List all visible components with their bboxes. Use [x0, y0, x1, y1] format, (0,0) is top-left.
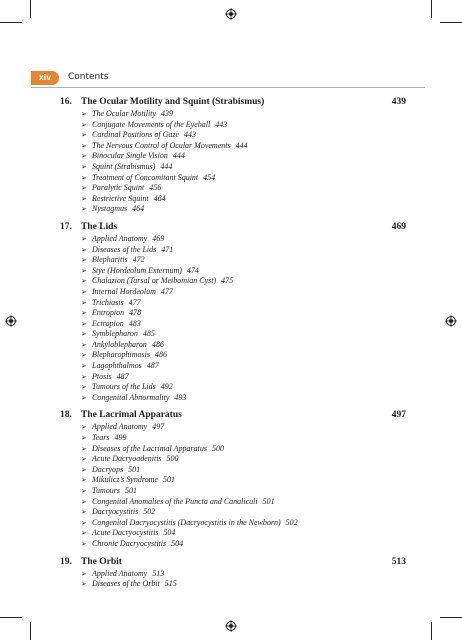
- registration-mark-icon: [445, 315, 457, 327]
- topic-page-number: 471: [161, 244, 174, 254]
- topic-title: Ptosis: [92, 371, 112, 381]
- chapter-number: 16.: [60, 97, 72, 107]
- topic-title: Lagophthalmos: [92, 361, 142, 371]
- topic-page-number: 464: [153, 193, 166, 203]
- topic-page-number: 456: [149, 183, 162, 193]
- chapter-page-number: 497: [391, 410, 406, 421]
- arrow-bullet-icon: ➢: [81, 434, 87, 443]
- topic-page-number: 501: [262, 496, 275, 506]
- topic-title: Applied Anatomy: [92, 568, 148, 578]
- topic-page-number: 485: [142, 329, 155, 339]
- arrow-bullet-icon: ➢: [81, 529, 87, 538]
- page-number-tab: xiv: [31, 71, 59, 85]
- arrow-bullet-icon: ➢: [81, 234, 87, 243]
- topic-item[interactable]: [60, 422, 406, 433]
- topic-item[interactable]: [60, 497, 406, 508]
- arrow-bullet-icon: ➢: [81, 298, 87, 307]
- chapter-heading[interactable]: [60, 95, 406, 109]
- chapter-entry: [60, 95, 406, 215]
- topic-list: [60, 109, 406, 215]
- crop-mark: [440, 617, 462, 618]
- topic-title: Congenital Anomalies of the Puncta and Canaliculi: [92, 496, 258, 506]
- topic-page-number: 513: [152, 568, 165, 578]
- arrow-bullet-icon: ➢: [81, 110, 87, 118]
- arrow-bullet-icon: ➢: [81, 372, 87, 381]
- topic-page-number: 443: [184, 130, 197, 140]
- header-rule: [31, 87, 425, 88]
- arrow-bullet-icon: ➢: [81, 173, 87, 182]
- chapter-title: The Lids: [81, 221, 118, 232]
- topic-page-number: 483: [128, 318, 141, 328]
- topic-item[interactable]: [60, 109, 406, 120]
- topic-page-number: 478: [129, 308, 142, 318]
- topic-title: Applied Anatomy: [92, 422, 148, 432]
- topic-item[interactable]: [60, 486, 406, 497]
- chapter-heading[interactable]: [60, 555, 406, 569]
- topic-title: Entropion: [92, 308, 125, 318]
- topic-item[interactable]: [60, 183, 406, 194]
- topic-title: Conjugate Movements of the Eyeball: [92, 119, 211, 129]
- topic-title: Congenital Dacryocystitis (Dacryocystitis in the Newborn): [92, 517, 281, 527]
- topic-title: Mikulicz’s Syndrome: [92, 475, 158, 485]
- crop-mark: [440, 22, 462, 23]
- arrow-bullet-icon: ➢: [81, 497, 87, 506]
- topic-page-number: 487: [146, 361, 159, 371]
- arrow-bullet-icon: ➢: [81, 287, 87, 296]
- crop-mark: [30, 622, 31, 640]
- topic-page-number: 500: [166, 454, 179, 464]
- topic-page-number: 486: [154, 350, 167, 360]
- arrow-bullet-icon: ➢: [81, 245, 87, 254]
- topic-page-number: 492: [160, 382, 173, 392]
- topic-page-number: 469: [152, 233, 165, 243]
- topic-item[interactable]: [60, 579, 406, 590]
- arrow-bullet-icon: ➢: [81, 351, 87, 360]
- chapter-entry: [60, 220, 406, 404]
- topic-item[interactable]: [60, 234, 406, 245]
- registration-mark-icon: [225, 620, 237, 632]
- arrow-bullet-icon: ➢: [81, 152, 87, 161]
- topic-title: Dacryocystitis: [92, 507, 139, 517]
- chapter-number: 17.: [60, 221, 72, 232]
- chapter-page-number: 469: [391, 221, 406, 232]
- topic-title: Treatment of Concomitant Squint: [92, 172, 199, 182]
- topic-item[interactable]: [60, 120, 406, 131]
- chapter-number: 18.: [60, 410, 72, 421]
- crop-mark: [30, 0, 31, 18]
- topic-title: Blepharitis: [92, 255, 128, 265]
- arrow-bullet-icon: ➢: [81, 455, 87, 464]
- arrow-bullet-icon: ➢: [81, 266, 87, 275]
- topic-item[interactable]: [60, 518, 406, 529]
- topic-item[interactable]: [60, 194, 406, 205]
- arrow-bullet-icon: ➢: [81, 518, 87, 527]
- chapter-entry: [60, 408, 406, 549]
- topic-title: Blepharophimosis: [92, 350, 150, 360]
- arrow-bullet-icon: ➢: [81, 205, 87, 214]
- arrow-bullet-icon: ➢: [81, 362, 87, 371]
- topic-title: Tumours: [92, 486, 121, 495]
- topic-item[interactable]: [60, 539, 406, 550]
- topic-title: The Nervous Control of Ocular Movements: [92, 140, 231, 150]
- topic-page-number: 502: [143, 507, 156, 517]
- topic-title: Stye (Hordeolum Externum): [92, 265, 182, 275]
- topic-page-number: 515: [164, 579, 177, 589]
- topic-page-number: 475: [221, 276, 234, 286]
- topic-item[interactable]: [60, 287, 406, 298]
- topic-title: Dacryops: [92, 464, 124, 474]
- topic-item[interactable]: [60, 151, 406, 162]
- topic-item[interactable]: [60, 298, 406, 309]
- topic-item[interactable]: [60, 204, 406, 215]
- topic-item[interactable]: [60, 266, 406, 277]
- arrow-bullet-icon: ➢: [81, 393, 87, 402]
- topic-item[interactable]: [60, 372, 406, 383]
- chapter-title: The Lacrimal Apparatus: [81, 410, 182, 421]
- arrow-bullet-icon: ➢: [81, 256, 87, 265]
- crop-mark: [431, 622, 432, 640]
- topic-title: Tears: [92, 433, 110, 443]
- crop-mark: [0, 22, 22, 23]
- topic-page-number: 501: [163, 475, 175, 485]
- topic-page-number: 486: [151, 339, 164, 349]
- topic-title: Ankyloblepharon: [92, 339, 147, 349]
- topic-item[interactable]: [60, 340, 406, 351]
- topic-title: Cardinal Positions of Gaze: [92, 130, 180, 140]
- arrow-bullet-icon: ➢: [81, 423, 87, 432]
- topic-item[interactable]: [60, 507, 406, 518]
- arrow-bullet-icon: ➢: [81, 487, 87, 495]
- topic-title: Congenital Abnormality: [92, 392, 170, 402]
- arrow-bullet-icon: ➢: [81, 569, 87, 578]
- topic-title: Diseases of the Orbit: [92, 579, 160, 589]
- arrow-bullet-icon: ➢: [81, 319, 87, 328]
- topic-item[interactable]: [60, 162, 406, 173]
- topic-page-number: 504: [163, 528, 176, 538]
- crop-mark: [431, 0, 432, 18]
- topic-page-number: 477: [160, 286, 173, 296]
- topic-page-number: 501: [125, 486, 138, 495]
- topic-page-number: 501: [128, 464, 141, 474]
- topic-title: Chronic Dacryocystitis: [92, 538, 167, 548]
- arrow-bullet-icon: ➢: [81, 340, 87, 349]
- registration-mark-icon: [5, 315, 17, 327]
- topic-item[interactable]: [60, 276, 406, 287]
- topic-title: Diseases of the Lacrimal Apparatus: [92, 443, 207, 453]
- registration-mark-icon: [225, 8, 237, 20]
- topic-page-number: 472: [132, 255, 145, 265]
- topic-item[interactable]: [60, 382, 406, 393]
- topic-title: Restrictive Squint: [92, 193, 149, 203]
- arrow-bullet-icon: ➢: [81, 508, 87, 517]
- chapter-title: The Ocular Motility and Squint (Strabismus): [81, 97, 265, 107]
- topic-title: The Ocular Motility: [92, 109, 156, 118]
- arrow-bullet-icon: ➢: [81, 476, 87, 485]
- topic-item[interactable]: [60, 465, 406, 476]
- topic-title: Internal Hordeolum: [92, 286, 156, 296]
- topic-item[interactable]: [60, 475, 406, 486]
- arrow-bullet-icon: ➢: [81, 444, 87, 453]
- topic-item[interactable]: [60, 141, 406, 152]
- topic-item[interactable]: [60, 361, 406, 372]
- arrow-bullet-icon: ➢: [81, 277, 87, 286]
- arrow-bullet-icon: ➢: [81, 330, 87, 339]
- arrow-bullet-icon: ➢: [81, 141, 87, 150]
- chapter-page-number: 439: [391, 97, 406, 107]
- topic-title: Paralytic Squint: [92, 183, 145, 193]
- topic-page-number: 502: [285, 517, 298, 527]
- topic-item[interactable]: [60, 319, 406, 330]
- topic-title: Diseases of the Lids: [92, 244, 157, 254]
- topic-title: Nystagmus: [92, 204, 128, 214]
- arrow-bullet-icon: ➢: [81, 162, 87, 171]
- topic-item[interactable]: [60, 130, 406, 141]
- topic-item[interactable]: [60, 433, 406, 444]
- topic-item[interactable]: [60, 308, 406, 319]
- topic-list: [60, 569, 406, 590]
- topic-title: Acute Dacryocystitis: [92, 528, 159, 538]
- topic-title: Acute Dacryoadenitis: [92, 454, 162, 464]
- topic-item[interactable]: [60, 528, 406, 539]
- topic-page-number: 497: [152, 422, 165, 432]
- arrow-bullet-icon: ➢: [81, 465, 87, 474]
- topic-title: Ectropion: [92, 318, 124, 328]
- topic-page-number: 439: [161, 109, 173, 118]
- arrow-bullet-icon: ➢: [81, 580, 87, 589]
- arrow-bullet-icon: ➢: [81, 131, 87, 140]
- arrow-bullet-icon: ➢: [81, 120, 87, 129]
- topic-page-number: 444: [235, 140, 248, 150]
- topic-title: Tumours of the Lids: [92, 382, 156, 392]
- topic-item[interactable]: [60, 569, 406, 580]
- arrow-bullet-icon: ➢: [81, 309, 87, 318]
- topic-title: Squint (Strabismus): [92, 161, 156, 171]
- topic-page-number: 454: [203, 172, 216, 182]
- topic-item[interactable]: [60, 245, 406, 256]
- topic-title: Symblepharon: [92, 329, 138, 339]
- topic-title: Applied Anatomy: [92, 233, 148, 243]
- arrow-bullet-icon: ➢: [81, 184, 87, 193]
- running-head: Contents: [68, 72, 109, 82]
- chapter-number: 19.: [60, 556, 72, 567]
- topic-item[interactable]: [60, 393, 406, 404]
- topic-page-number: 487: [116, 371, 129, 381]
- arrow-bullet-icon: ➢: [81, 539, 87, 548]
- chapter-title: The Orbit: [81, 556, 122, 567]
- chapter-page-number: 513: [391, 556, 406, 567]
- table-of-contents: [60, 95, 406, 595]
- topic-page-number: 500: [211, 443, 224, 453]
- topic-item[interactable]: [60, 350, 406, 361]
- topic-item[interactable]: [60, 255, 406, 266]
- chapter-heading[interactable]: [60, 220, 406, 234]
- topic-title: Trichiasis: [92, 297, 124, 307]
- topic-list: [60, 234, 406, 404]
- topic-page-number: 444: [172, 151, 185, 161]
- topic-page-number: 443: [215, 119, 228, 129]
- topic-item[interactable]: [60, 454, 406, 465]
- topic-item[interactable]: [60, 329, 406, 340]
- topic-list: [60, 422, 406, 549]
- crop-mark: [0, 617, 22, 618]
- topic-title: Chalazion (Tarsal or Meibomian Cyst): [92, 276, 217, 286]
- arrow-bullet-icon: ➢: [81, 383, 87, 392]
- chapter-entry: [60, 555, 406, 590]
- topic-item[interactable]: [60, 173, 406, 184]
- topic-page-number: 444: [160, 161, 173, 171]
- chapter-heading[interactable]: [60, 408, 406, 422]
- topic-page-number: 464: [132, 204, 145, 214]
- topic-page-number: 474: [186, 265, 199, 275]
- topic-page-number: 504: [171, 538, 184, 548]
- topic-page-number: 477: [128, 297, 141, 307]
- topic-title: Binocular Single Vision: [92, 151, 168, 161]
- topic-item[interactable]: [60, 444, 406, 455]
- arrow-bullet-icon: ➢: [81, 194, 87, 203]
- topic-page-number: 493: [174, 392, 187, 402]
- topic-page-number: 499: [114, 433, 127, 443]
